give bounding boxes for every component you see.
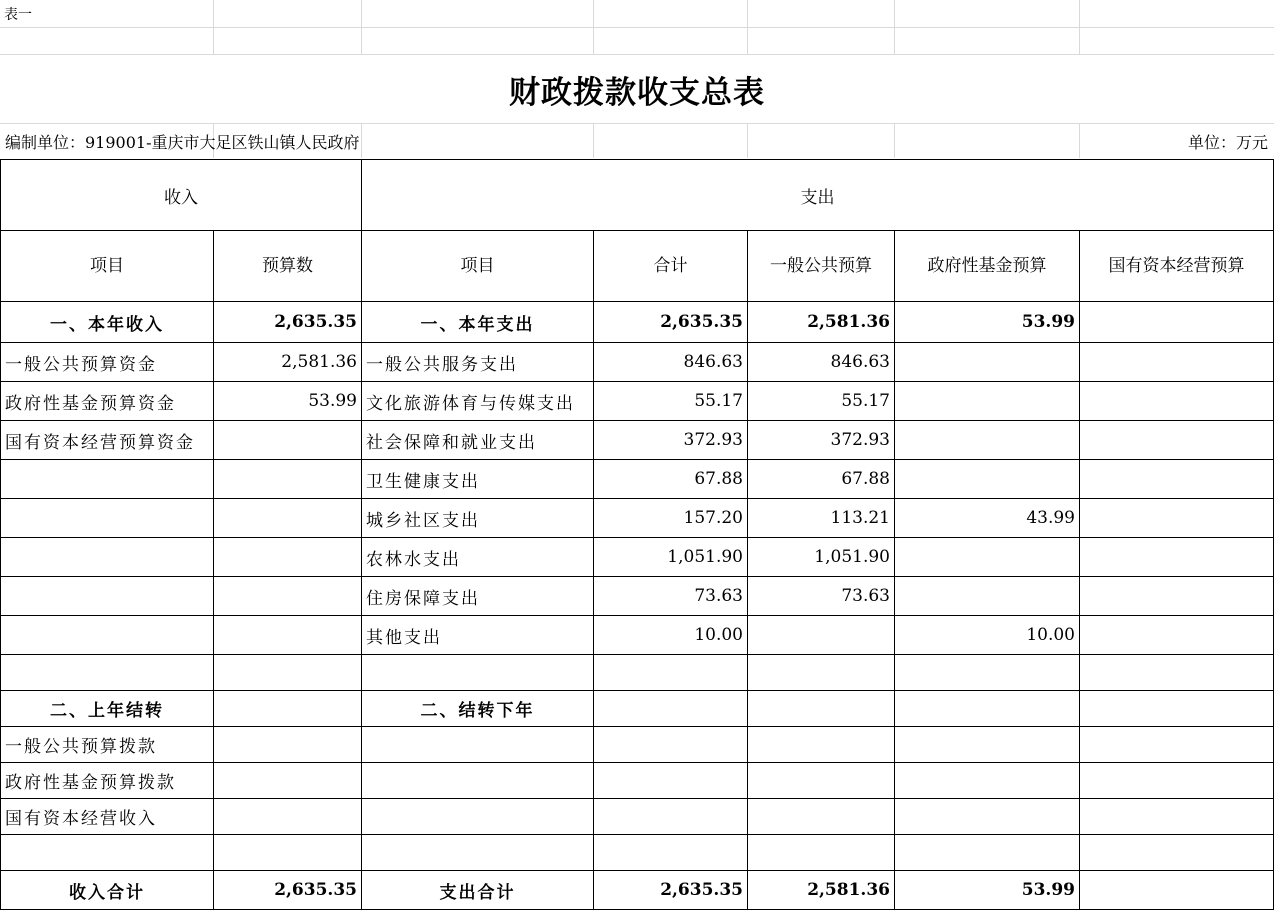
- table-row: [1, 616, 1274, 655]
- currency-unit: 单位：万元: [1187, 133, 1268, 152]
- total-value: 2,635.35: [594, 302, 748, 343]
- fund-budget-value: 53.99: [895, 302, 1080, 343]
- expenditure-item: 社会保障和就业支出: [362, 421, 594, 460]
- general-budget-value: 55.17: [748, 382, 895, 421]
- total-header: 合计: [594, 231, 748, 302]
- fund-budget-value: [895, 799, 1080, 835]
- income-item: [1, 577, 214, 616]
- expenditure-item: 文化旅游体育与传媒支出: [362, 382, 594, 421]
- income-value: [214, 421, 362, 460]
- fund-budget-value: [895, 538, 1080, 577]
- income-item: [1, 835, 214, 871]
- expenditure-item: [362, 763, 594, 799]
- general-budget-value: [748, 691, 895, 727]
- state-capital-value: [1080, 616, 1274, 655]
- income-item: 政府性基金预算资金: [1, 382, 214, 421]
- income-value: [214, 799, 362, 835]
- income-item: 一般公共预算资金: [1, 343, 214, 382]
- fund-budget-value: 43.99: [895, 499, 1080, 538]
- fund-budget-value: [895, 577, 1080, 616]
- fund-budget-value: [895, 460, 1080, 499]
- total-value: 10.00: [594, 616, 748, 655]
- sheet-label: 表一: [4, 7, 32, 23]
- expenditure-item: 二、结转下年: [362, 691, 594, 727]
- fund-budget-value: [895, 655, 1080, 691]
- income-value: [214, 616, 362, 655]
- fund-budget-value: [895, 421, 1080, 460]
- general-budget-value: 846.63: [748, 343, 895, 382]
- income-value: 53.99: [214, 382, 362, 421]
- fund-budget-value: [895, 763, 1080, 799]
- state-capital-value: [1080, 871, 1274, 910]
- income-item: 国有资本经营预算资金: [1, 421, 214, 460]
- table-row: [1, 691, 1274, 727]
- income-item: [1, 655, 214, 691]
- general-budget-value: [748, 835, 895, 871]
- total-value: 157.20: [594, 499, 748, 538]
- fund-budget-value: [895, 382, 1080, 421]
- fund-budget-value: 53.99: [895, 871, 1080, 910]
- income-item: 二、上年结转: [1, 691, 214, 727]
- title-cell: [0, 54, 1274, 124]
- table-row: [1, 302, 1274, 343]
- income-item: 收入合计: [1, 871, 214, 910]
- state-capital-value: [1080, 421, 1274, 460]
- general-budget-value: [748, 799, 895, 835]
- expenditure-item: 一、本年支出: [362, 302, 594, 343]
- general-budget-value: 1,051.90: [748, 538, 895, 577]
- expenditure-item: [362, 835, 594, 871]
- table-row: [1, 538, 1274, 577]
- header-row-2: [1, 231, 1274, 302]
- general-budget-value: 2,581.36: [748, 302, 895, 343]
- income-header: 收入: [1, 160, 362, 231]
- income-item: [1, 499, 214, 538]
- table-row: [1, 727, 1274, 763]
- general-budget-value: 113.21: [748, 499, 895, 538]
- income-item: 一、本年收入: [1, 302, 214, 343]
- state-capital-value: [1080, 302, 1274, 343]
- income-item: [1, 538, 214, 577]
- table-row: [1, 655, 1274, 691]
- table-row: [1, 382, 1274, 421]
- income-value: 2,635.35: [214, 871, 362, 910]
- state-capital-value: [1080, 655, 1274, 691]
- expenditure-item: [362, 727, 594, 763]
- income-value: [214, 835, 362, 871]
- income-item: 一般公共预算拨款: [1, 727, 214, 763]
- total-value: 67.88: [594, 460, 748, 499]
- income-value: [214, 577, 362, 616]
- table-row: [1, 460, 1274, 499]
- total-value: 73.63: [594, 577, 748, 616]
- fund-budget-value: [895, 691, 1080, 727]
- fund-budget-value: 10.00: [895, 616, 1080, 655]
- total-value: 55.17: [594, 382, 748, 421]
- income-value: 2,635.35: [214, 302, 362, 343]
- table-row: [1, 421, 1274, 460]
- general-budget-value: [748, 655, 895, 691]
- expenditure-item: [362, 655, 594, 691]
- total-value: [594, 691, 748, 727]
- table-row: [1, 871, 1274, 910]
- fiscal-summary-table: [0, 159, 1274, 910]
- total-value: [594, 835, 748, 871]
- income-value: [214, 499, 362, 538]
- general-budget-value: [748, 763, 895, 799]
- income-item-header: 项目: [1, 231, 214, 302]
- expenditure-item: 一般公共服务支出: [362, 343, 594, 382]
- budget-header: 预算数: [214, 231, 362, 302]
- expenditure-item: [362, 799, 594, 835]
- page-title: 财政拨款收支总表: [509, 74, 765, 111]
- total-value: [594, 655, 748, 691]
- expenditure-item: 其他支出: [362, 616, 594, 655]
- fund-budget-header: 政府性基金预算: [895, 231, 1080, 302]
- expenditure-item: 支出合计: [362, 871, 594, 910]
- total-value: 846.63: [594, 343, 748, 382]
- state-capital-value: [1080, 343, 1274, 382]
- table-row: [1, 499, 1274, 538]
- state-capital-value: [1080, 382, 1274, 421]
- general-budget-value: 67.88: [748, 460, 895, 499]
- income-value: [214, 538, 362, 577]
- fund-budget-value: [895, 727, 1080, 763]
- income-value: [214, 727, 362, 763]
- fund-budget-value: [895, 835, 1080, 871]
- total-value: 1,051.90: [594, 538, 748, 577]
- income-value: [214, 655, 362, 691]
- expenditure-header: 支出: [362, 160, 1274, 231]
- expenditure-item: 卫生健康支出: [362, 460, 594, 499]
- table-row: [1, 763, 1274, 799]
- income-item: 政府性基金预算拨款: [1, 763, 214, 799]
- state-capital-header: 国有资本经营预算: [1080, 231, 1274, 302]
- state-capital-value: [1080, 460, 1274, 499]
- total-value: [594, 727, 748, 763]
- total-value: 372.93: [594, 421, 748, 460]
- general-budget-header: 一般公共预算: [748, 231, 895, 302]
- expenditure-item-header: 项目: [362, 231, 594, 302]
- income-value: [214, 460, 362, 499]
- total-value: 2,635.35: [594, 871, 748, 910]
- fund-budget-value: [895, 343, 1080, 382]
- table-row: [1, 835, 1274, 871]
- expenditure-item: 城乡社区支出: [362, 499, 594, 538]
- header-row-1: [1, 160, 1274, 231]
- state-capital-value: [1080, 577, 1274, 616]
- income-value: [214, 763, 362, 799]
- state-capital-value: [1080, 763, 1274, 799]
- general-budget-value: 2,581.36: [748, 871, 895, 910]
- state-capital-value: [1080, 799, 1274, 835]
- general-budget-value: 73.63: [748, 577, 895, 616]
- income-value: 2,581.36: [214, 343, 362, 382]
- general-budget-value: [748, 616, 895, 655]
- table-row: [1, 343, 1274, 382]
- expenditure-item: 住房保障支出: [362, 577, 594, 616]
- expenditure-item: 农林水支出: [362, 538, 594, 577]
- income-item: 国有资本经营收入: [1, 799, 214, 835]
- state-capital-value: [1080, 499, 1274, 538]
- income-item: [1, 616, 214, 655]
- state-capital-value: [1080, 835, 1274, 871]
- table-row: [1, 577, 1274, 616]
- general-budget-value: [748, 727, 895, 763]
- state-capital-value: [1080, 727, 1274, 763]
- compiling-unit: 编制单位：919001-重庆市大足区铁山镇人民政府: [5, 133, 360, 152]
- total-value: [594, 799, 748, 835]
- income-item: [1, 460, 214, 499]
- total-value: [594, 763, 748, 799]
- state-capital-value: [1080, 691, 1274, 727]
- table-row: [1, 799, 1274, 835]
- state-capital-value: [1080, 538, 1274, 577]
- income-value: [214, 691, 362, 727]
- general-budget-value: 372.93: [748, 421, 895, 460]
